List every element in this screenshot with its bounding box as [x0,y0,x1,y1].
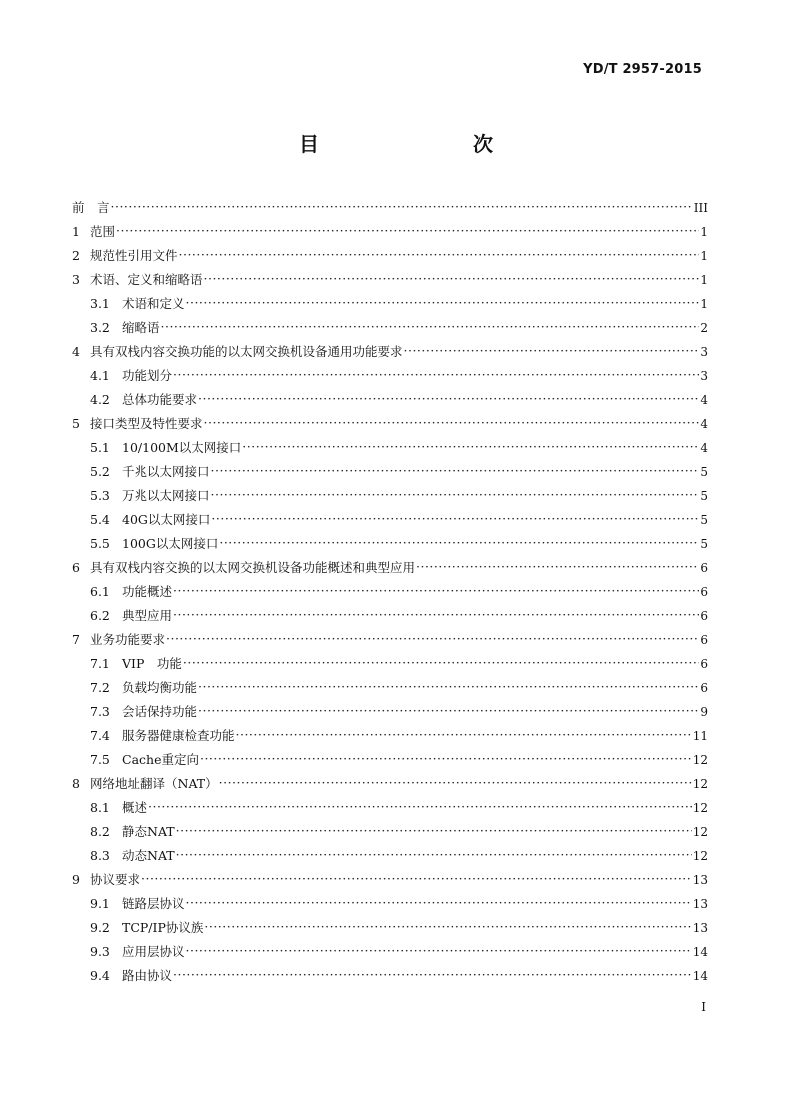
toc-entry[interactable] [72,940,708,964]
dot-leader [211,459,700,483]
dot-leader [198,387,699,411]
toc-entry-page: 6 [700,681,708,695]
toc-entry-title: 接口类型及特性要求 [90,416,203,431]
toc-entry-page: 4 [700,417,708,431]
toc-entry-number: 5.3 [90,488,110,503]
toc-entry[interactable] [72,604,708,628]
toc-entry-page: III [693,201,708,215]
toc-entry-page: 12 [692,825,708,839]
toc-entry[interactable] [72,556,708,580]
toc-entry-number: 5.1 [90,440,110,455]
toc-entry-title: 业务功能要求 [90,632,166,647]
toc-entry[interactable] [72,292,708,316]
toc-entry-number: 7.1 [90,656,110,671]
dot-leader [219,771,692,795]
toc-entry-page: 5 [700,537,708,551]
dot-leader [111,195,693,219]
toc-entry-title: 路由协议 [122,968,173,983]
toc-entry-number: 8.2 [90,824,110,839]
toc-entry[interactable] [72,916,708,940]
toc-entry-number: 4 [72,344,80,359]
toc-entry-number: 9.2 [90,920,110,935]
dot-leader [204,411,700,435]
toc-entry-title: 千兆以太网接口 [122,464,210,479]
toc-entry[interactable] [72,460,708,484]
toc-entry-page: 9 [700,705,708,719]
toc-entry-title: 应用层协议 [122,944,185,959]
toc-entry-title: 动态NAT [122,848,175,863]
toc-entry-number: 1 [72,224,80,239]
toc-entry-page: 1 [700,273,708,287]
toc-entry-number: 3.1 [90,296,110,311]
toc-entry[interactable] [72,364,708,388]
toc-entry-title: 协议要求 [90,872,141,887]
toc-entry-number: 7.3 [90,704,110,719]
page-title: 目 次 [299,132,531,156]
dot-leader [416,555,699,579]
toc-entry-page: 1 [700,297,708,311]
toc-entry-page: 12 [692,753,708,767]
toc-entry-title: 静态NAT [122,824,175,839]
toc-entry[interactable] [72,700,708,724]
toc-entry[interactable] [72,580,708,604]
toc-entry[interactable] [72,196,708,220]
toc-entry-number: 前 言 [72,200,110,215]
toc-entry-page: 1 [700,225,708,239]
dot-leader [166,627,699,651]
dot-leader [204,267,700,291]
toc-entry-number: 5.4 [90,512,110,527]
toc-entry-number: 3.2 [90,320,110,335]
toc-entry[interactable] [72,628,708,652]
dot-leader [198,699,699,723]
toc-entry[interactable] [72,844,708,868]
toc-entry-title: 术语和定义 [122,296,185,311]
dot-leader [179,243,700,267]
toc-entry-number: 7.4 [90,728,110,743]
dot-leader [186,291,700,315]
toc-entry-title: 40G以太网接口 [122,512,211,527]
dot-leader [242,435,699,459]
toc-entry-number: 9.3 [90,944,110,959]
toc-entry-page: 3 [700,369,708,383]
document-code: YD/T 2957-2015 [583,62,702,77]
toc-entry-page: 13 [692,873,708,887]
dot-leader [141,867,692,891]
toc-entry-number: 6 [72,560,80,575]
toc-entry[interactable] [72,316,708,340]
toc-entry-number: 7.5 [90,752,110,767]
toc-entry[interactable] [72,340,708,364]
toc-entry-number: 8.3 [90,848,110,863]
toc-entry-title: 规范性引用文件 [90,248,178,263]
toc-entry-page: 12 [692,801,708,815]
toc-entry[interactable] [72,748,708,772]
toc-entry-title: 范围 [90,224,116,239]
toc-entry-page: 12 [692,777,708,791]
toc-entry-page: 12 [692,849,708,863]
toc-entry-number: 4.2 [90,392,110,407]
toc-entry-page: 6 [700,585,708,599]
toc-entry-number: 7.2 [90,680,110,695]
toc-entry[interactable] [72,868,708,892]
dot-leader [173,963,692,987]
toc-entry-title: 服务器健康检查功能 [122,728,235,743]
dot-leader [173,363,699,387]
toc-entry[interactable] [72,676,708,700]
toc-entry-page: 5 [700,465,708,479]
toc-entry-number: 5.2 [90,464,110,479]
toc-entry[interactable] [72,652,708,676]
toc-entry[interactable] [72,892,708,916]
toc-entry-title: 功能概述 [122,584,173,599]
toc-entry-page: 3 [700,345,708,359]
toc-entry-title: 功能划分 [122,368,173,383]
toc-entry-page: 6 [700,609,708,623]
dot-leader [148,795,692,819]
toc-entry-page: 4 [700,441,708,455]
toc-entry-page: 5 [700,513,708,527]
toc-entry-title: 术语、定义和缩略语 [90,272,203,287]
toc-entry-page: 6 [700,633,708,647]
toc-entry-title: 总体功能要求 [122,392,198,407]
toc-entry-title: TCP/IP协议族 [122,920,204,935]
dot-leader [161,315,700,339]
dot-leader [173,579,699,603]
toc-entry[interactable] [72,388,708,412]
toc-entry-number: 9.4 [90,968,110,983]
dot-leader [176,843,692,867]
toc-entry-page: 6 [700,657,708,671]
toc-entry-title: 网络地址翻译（NAT） [90,776,218,791]
dot-leader [211,507,699,531]
toc-entry-page: 13 [692,921,708,935]
toc-entry-page: 2 [700,321,708,335]
toc-entry-number: 7 [72,632,80,647]
dot-leader [200,747,692,771]
toc-entry-title: 会话保持功能 [122,704,198,719]
toc-entry-page: 11 [692,729,708,743]
dot-leader [173,603,699,627]
toc-entry-number: 9.1 [90,896,110,911]
toc-entry-title: 负载均衡功能 [122,680,198,695]
toc-entry[interactable] [72,244,708,268]
dot-leader [219,531,699,555]
toc-entry-number: 9 [72,872,80,887]
toc-entry-title: 链路层协议 [122,896,185,911]
dot-leader [116,219,699,243]
dot-leader [176,819,692,843]
dot-leader [186,939,692,963]
toc-entry-title: 缩略语 [122,320,160,335]
toc-entry[interactable] [72,508,708,532]
toc-entry[interactable] [72,724,708,748]
dot-leader [211,483,700,507]
toc-entry-title: 概述 [122,800,148,815]
toc-entry-number: 5.5 [90,536,110,551]
toc-entry-title: 万兆以太网接口 [122,488,210,503]
toc-entry-number: 6.1 [90,584,110,599]
toc-entry-page: 5 [700,489,708,503]
table-of-contents [72,196,708,988]
toc-entry-title: 100G以太网接口 [122,536,219,551]
toc-entry[interactable] [72,532,708,556]
toc-entry-page: 13 [692,897,708,911]
toc-entry-number: 6.2 [90,608,110,623]
toc-entry[interactable] [72,436,708,460]
toc-entry-title: 具有双栈内容交换功能的以太网交换机设备通用功能要求 [90,344,403,359]
toc-entry[interactable] [72,484,708,508]
dot-leader [404,339,700,363]
toc-entry-page: 1 [700,249,708,263]
toc-entry-number: 5 [72,416,80,431]
toc-entry-page: 4 [700,393,708,407]
toc-entry-title: 具有双栈内容交换的以太网交换机设备功能概述和典型应用 [90,560,416,575]
toc-entry[interactable] [72,412,708,436]
toc-entry-number: 2 [72,248,80,263]
dot-leader [183,651,699,675]
toc-entry[interactable] [72,964,708,988]
toc-entry-page: 6 [700,561,708,575]
toc-entry-number: 4.1 [90,368,110,383]
toc-entry[interactable] [72,820,708,844]
dot-leader [198,675,699,699]
toc-entry-title: Cache重定向 [122,752,199,767]
toc-entry[interactable] [72,220,708,244]
toc-entry-number: 8.1 [90,800,110,815]
page-number: I [701,1000,706,1014]
toc-entry[interactable] [72,796,708,820]
toc-entry-title: 10/100M以太网接口 [122,440,242,455]
toc-entry[interactable] [72,268,708,292]
toc-entry-title: VIP 功能 [122,656,182,671]
toc-entry-number: 3 [72,272,80,287]
toc-entry-page: 14 [692,969,708,983]
dot-leader [204,915,691,939]
dot-leader [236,723,692,747]
dot-leader [186,891,692,915]
toc-entry-page: 14 [692,945,708,959]
toc-entry-number: 8 [72,776,80,791]
toc-entry-title: 典型应用 [122,608,173,623]
toc-entry[interactable] [72,772,708,796]
